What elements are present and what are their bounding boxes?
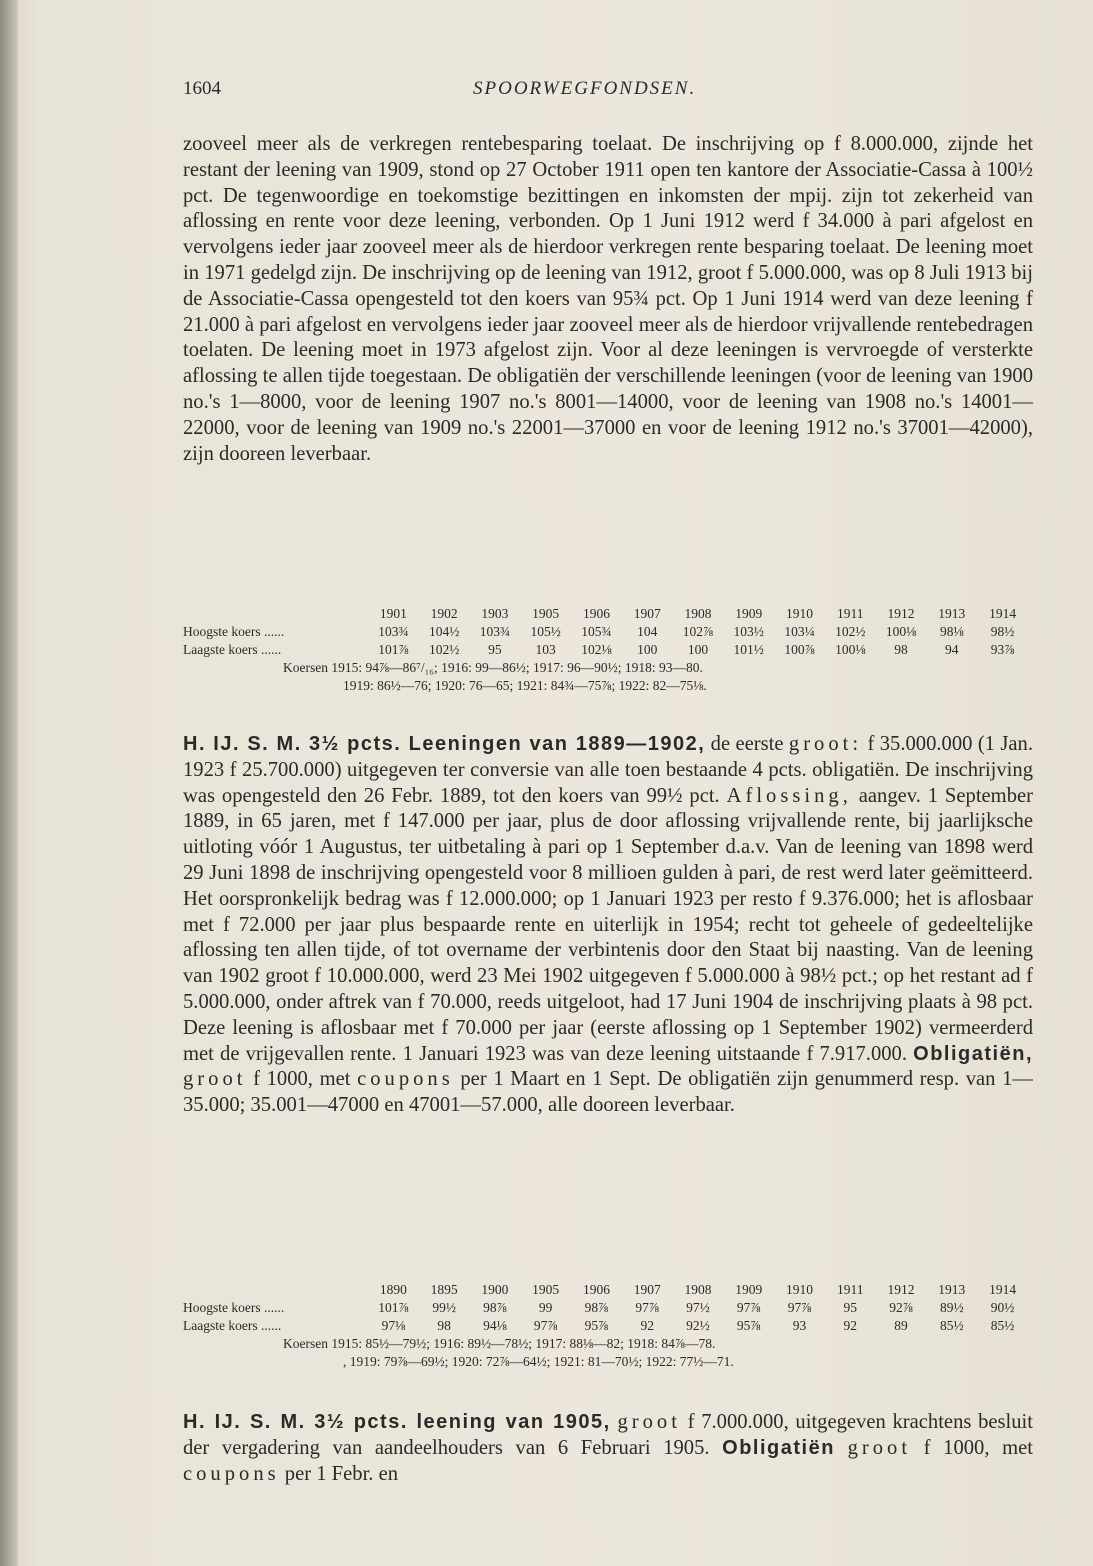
low-label: Laagste koers ...... <box>183 1318 282 1333</box>
para3-text3: f 1000, met <box>911 1436 1033 1459</box>
low-cell: 89 <box>894 1318 908 1333</box>
year-cell: 1909 <box>735 606 763 621</box>
year-cell: 1907 <box>633 1282 661 1297</box>
paragraph-1 <box>183 132 1033 467</box>
high-cell: 100⅛ <box>885 624 917 639</box>
para2-groot: groot: <box>788 733 863 755</box>
low-cell: 100⅛ <box>835 642 866 657</box>
year-cell: 1914 <box>989 1282 1017 1297</box>
high-cell: 101⅞ <box>378 1300 409 1315</box>
running-title: SPOORWEGFONDSEN. <box>473 78 697 99</box>
table-1-high-row <box>183 623 1033 641</box>
paragraph-2-text <box>183 732 1033 1119</box>
table-1-note-2: 1919: 86½—76; 1920: 76—65; 1921: 84¾—75⅞; 1922: 82—75⅛. <box>343 678 707 693</box>
year-cell: 1908 <box>684 606 712 621</box>
high-cell: 105½ <box>530 624 561 639</box>
high-label: Hoogste koers ...... <box>183 624 285 639</box>
high-label: Hoogste koers ...... <box>183 1300 285 1315</box>
high-cell: 103½ <box>733 624 764 639</box>
page-header <box>183 78 1033 106</box>
year-cell: 1908 <box>684 1282 712 1297</box>
low-cell: 97⅛ <box>381 1318 406 1333</box>
table-1-note-1: Koersen 1915: 94⅞—86⁷/₁₆; 1916: 99—86½; 1917: 96—90½; 1918: 93—80. <box>283 660 703 675</box>
high-cell: 99 <box>538 1300 553 1315</box>
high-cell: 92⅞ <box>889 1300 913 1315</box>
table-1-year-row <box>183 605 1033 623</box>
high-cell: 90½ <box>990 1300 1015 1315</box>
low-cell: 92 <box>640 1318 654 1333</box>
high-cell: 98⅞ <box>584 1300 609 1315</box>
low-cell: 93⅞ <box>990 642 1015 657</box>
high-cell: 98⅞ <box>483 1300 507 1315</box>
para3-text1: f 7.000.000, uitgegeven krachtens besluit der vergadering van aandeelhouders van 6 Februari 1905. <box>183 1411 1033 1459</box>
year-cell: 1909 <box>735 1282 763 1297</box>
low-cell: 93 <box>792 1318 807 1333</box>
year-cell: 1912 <box>887 1282 915 1297</box>
para3-groot2: groot <box>847 1436 912 1459</box>
high-cell: 105¾ <box>581 624 612 639</box>
low-cell: 102⅛ <box>581 642 612 657</box>
paragraph-2 <box>183 732 1033 1119</box>
paragraph-1-text: zooveel meer als de verkregen rentebesparing toelaat. De inschrijving op f 8.000.000, zijnde het restant der leening van 1909, stond op 27 October 1911 open ten kantore der Associatie-Cassa à 100½ pct. De tegenwoordige en toekomstige bezittingen en inkomsten der mpij. zijn tot zekerheid van aflossing en rente voor deze leening, verbonden. Op 1 Juni 1912 werd f 34.000 à pari afgelost en vervolgens ieder jaar zooveel meer als de hierdoor verkregen rente besparing toelaat. De leening moet in 1971 gedelgd zijn. De inschrijving op de leening van 1912, groot f 5.000.000, was op 8 Juli 1913 bij de Associatie-Cassa opengesteld tot den koers van 95¾ pct. Op 1 Juni 1914 werd van deze leening f 21.000 à pari afgelost en vervolgens ieder jaar zooveel meer als de hierdoor vrijvallende rentebedragen toelaten. De leening moet in 1973 afgelost zijn. Voor al deze leeningen is vervroegde of versterkte aflossing te allen tijde toegestaan. De obligatiën der verschillende leeningen (voor de leening van 1900 no.'s 1—8000, voor de leening 1907 no.'s 8001—14000, voor de leening van 1908 no.'s 14001—22000, voor de leening van 1909 no.'s 22001—37000 en voor de leening 1912 no.'s 37001—42000), zijn dooreen leverbaar. <box>183 133 1033 465</box>
high-cell: 103¼ <box>784 624 815 639</box>
year-cell: 1905 <box>532 1282 560 1297</box>
low-cell: 94⅛ <box>483 1318 507 1333</box>
high-cell: 95 <box>843 1300 858 1315</box>
table-2-high-row <box>183 1299 1033 1317</box>
para2-aflossing: Aflossing, <box>726 784 852 807</box>
para3-groot: groot <box>617 1411 681 1433</box>
low-cell: 95 <box>488 642 502 657</box>
high-cell: 102⅞ <box>682 624 714 639</box>
year-cell: 1913 <box>938 1282 966 1297</box>
para2-text2: aangev. 1 September 1889, in 65 jaren, met f 147.000 per jaar, plus de door aflossing vrijvallende rente, bij jaarlijksche uitloting vóór 1 Augustus, ter uitbetaling à pari op 1 September d.a.v. Van de leening van 1898 werd 29 Juni 1898 de inschrijving opengesteld voor 8 millioen gulden à pari, de rest werd later geëmitteerd. Het oorspronkelijk bedrag was f 12.000.000; op 1 Januari 1923 per resto f 9.376.000; het is aflosbaar met f 72.000 per jaar plus bespaarde rente en uiterlijk in 1954; recht tot geheele of gedeeltelijke aflossing ten allen tijde, of tot overname der verbintenis door den Staat bij naasting. Van de leening van 1902 groot f 10.000.000, werd 23 Mei 1902 uitgegeven f 5.000.000 à 98½ pct.; op het restant ad f 5.000.000, onder aftrek van f 70.000, reeds uitgeloot, had 17 Juni 1904 de inschrijving plaats à 98 pct. Deze leening is aflosbaar met f 70.000 per jaar (eerste aflossing op 1 September 1902) vermeerderd met de vrijgevallen rente. 1 Januari 1923 was van deze leening uitstaande f 7.917.000. <box>183 784 1034 1065</box>
table-2-note-1: Koersen 1915: 85½—79½; 1916: 89½—78½; 1917: 88⅛—82; 1918: 84⅞—78. <box>283 1336 716 1351</box>
low-cell: 101⅞ <box>378 642 409 657</box>
section-heading-1905: H. IJ. S. M. 3½ pcts. leening van 1905, <box>183 1411 611 1433</box>
high-cell: 97⅞ <box>787 1300 812 1315</box>
low-cell: 94 <box>945 642 959 657</box>
low-cell: 97⅞ <box>533 1318 558 1333</box>
year-cell: 1901 <box>379 606 407 621</box>
low-cell: 102½ <box>428 642 460 657</box>
low-cell: 100⅞ <box>784 642 815 657</box>
low-cell: 98 <box>437 1318 451 1333</box>
year-cell: 1895 <box>430 1282 458 1297</box>
low-cell: 100 <box>637 642 658 657</box>
year-cell: 1905 <box>532 606 560 621</box>
low-cell: 103 <box>535 642 556 657</box>
table-2-year-row <box>183 1281 1033 1299</box>
year-cell: 1914 <box>989 606 1017 621</box>
low-cell: 101½ <box>733 642 764 657</box>
table-2-low-row <box>183 1317 1033 1335</box>
high-cell: 102½ <box>835 624 866 639</box>
year-cell: 1906 <box>582 606 610 621</box>
year-cell: 1912 <box>887 606 915 621</box>
para2-coupons: coupons <box>357 1068 454 1091</box>
high-cell: 98½ <box>990 624 1015 639</box>
low-cell: 98 <box>894 642 908 657</box>
year-cell: 1907 <box>633 606 661 621</box>
year-cell: 1910 <box>786 606 813 621</box>
high-cell: 98⅛ <box>939 624 964 639</box>
year-cell: 1903 <box>481 606 509 621</box>
para3-text4: per 1 Febr. en <box>279 1462 399 1485</box>
para3-text2 <box>835 1437 848 1459</box>
para2-text5: per 1 Maart en 1 Sept. De obligatiën zijn genummerd resp. van 1—35.000; 35.001—47000 en 47001—57.000, alle dooreen leverbaar. <box>183 1068 1033 1117</box>
low-cell: 85½ <box>939 1318 964 1333</box>
book-spine-shadow <box>0 0 18 1566</box>
year-cell: 1900 <box>481 1282 509 1297</box>
page-number: 1604 <box>183 78 221 99</box>
high-cell: 103¾ <box>378 624 409 639</box>
year-cell: 1911 <box>837 1282 864 1297</box>
year-cell: 1911 <box>837 606 864 621</box>
high-cell: 97½ <box>686 1300 710 1315</box>
high-cell: 103¾ <box>479 624 511 639</box>
year-cell: 1902 <box>430 606 458 621</box>
low-cell: 95⅞ <box>584 1318 609 1333</box>
high-cell: 99½ <box>432 1300 456 1315</box>
low-cell: 85½ <box>990 1318 1015 1333</box>
year-cell: 1890 <box>379 1282 407 1297</box>
para2-groot2: groot <box>183 1068 247 1091</box>
para3-obligatien: Obligatiën <box>722 1436 835 1459</box>
year-cell: 1910 <box>786 1282 813 1297</box>
high-cell: 104½ <box>428 624 460 639</box>
paragraph-3 <box>183 1410 1033 1487</box>
low-label: Laagste koers ...... <box>183 642 282 657</box>
section-heading-1889: H. IJ. S. M. 3½ pcts. Leeningen van 1889—1902, <box>183 733 706 755</box>
high-cell: 104 <box>637 624 658 639</box>
para2-intro: de eerste <box>705 733 789 755</box>
low-cell: 95⅞ <box>736 1318 761 1333</box>
high-cell: 89½ <box>939 1300 964 1315</box>
high-cell: 97⅞ <box>736 1300 761 1315</box>
year-cell: 1913 <box>938 606 966 621</box>
table-1-low-row <box>183 641 1033 659</box>
price-table-2 <box>183 1281 1033 1371</box>
low-cell: 92½ <box>686 1318 710 1333</box>
para2-text1: f 35.000.000 (1 Jan. 1923 f 25.700.000) uitgegeven ter conversie van alle toen bestaande 4 pcts. obligatiën. De inschrijving was opengesteld den 26 Febr. 1889, tot den koers van 99½ pct. <box>183 733 1033 807</box>
low-cell: 92 <box>843 1318 858 1333</box>
low-cell: 100 <box>687 642 709 657</box>
table-2-note-2: , 1919: 79⅞—69½; 1920: 72⅞—64½; 1921: 81—70½; 1922: 77½—71. <box>343 1354 734 1369</box>
high-cell: 97⅞ <box>635 1300 660 1315</box>
para2-obligatien: Obligatiën, <box>913 1042 1033 1065</box>
para2-text4: f 1000, met <box>246 1068 358 1091</box>
price-table-1 <box>183 605 1033 695</box>
para3-coupons: coupons <box>183 1462 280 1485</box>
year-cell: 1906 <box>582 1282 610 1297</box>
paragraph-3-text <box>183 1410 1033 1487</box>
